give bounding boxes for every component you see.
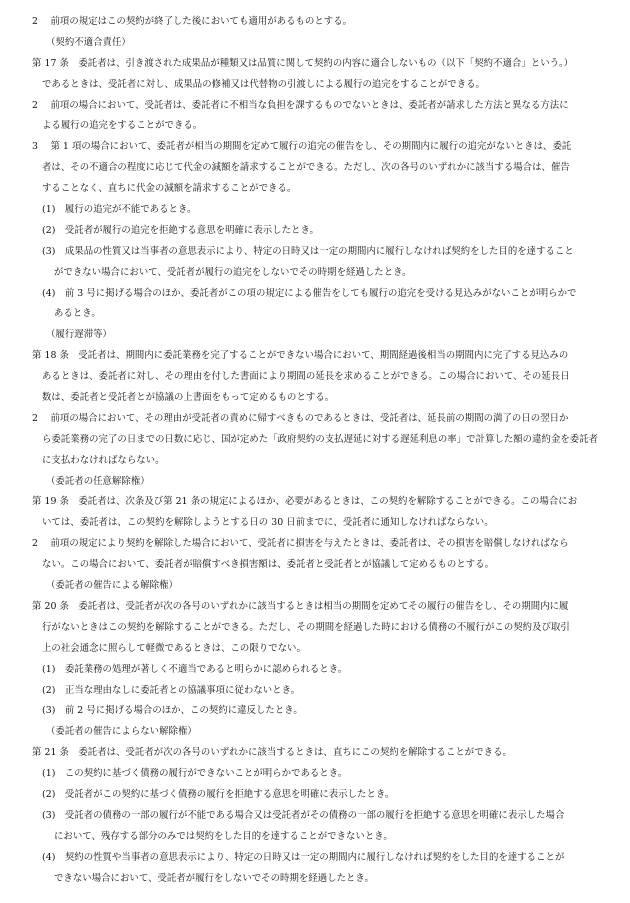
section-caption: （履行遅滞等） <box>46 329 112 341</box>
list-item-line: (2) 正当な理由なしに委託者との協議事項に従わないとき。 <box>42 684 301 696</box>
paragraph-continuation-line: に支払わなければならない。 <box>42 454 165 466</box>
list-item-line: (1) この契約に基づく債務の履行ができないことが明らかであるとき。 <box>42 768 348 780</box>
list-item-continuation-line: できない場合において、受託者が履行をしないでその時期を経過したとき。 <box>54 872 374 884</box>
paragraph-continuation-line: よる履行の追完をすることができる。 <box>42 120 203 132</box>
list-item-continuation-line: ができない場合において、受託者が履行の追完をしないでその時期を経過したとき。 <box>54 266 412 278</box>
paragraph-continuation-line: 行がないときはこの契約を解除することができる。ただし、その期間を経過した時における債務の不履行がこの契約及び取引 <box>42 621 570 633</box>
list-item-continuation-line: において、残存する部分のみでは契約をした目的を達することができないとき。 <box>54 830 393 842</box>
paragraph-line: 第 17 条 委託者は、引き渡された成果品が種類又は品質に関して契約の内容に適合しないもの（以下「契約不適合」という。） <box>32 57 574 69</box>
paragraph-line: 第 18 条 受託者は、期間内に委託業務を完了することができない場合において、期間経過後相当の期間内に完了する見込みの <box>32 350 569 362</box>
list-item-line: (4) 前 3 号に掲げる場合のほか、委託者がこの項の規定による催告をしても履行の追完を受ける見込みがないことが明らかで <box>42 287 577 299</box>
section-caption: （委託者の催告による解除権） <box>46 580 178 592</box>
section-caption: （委託者の任意解除権） <box>46 475 150 487</box>
paragraph-line: 2 前項の場合において、その理由が受託者の責めに帰すべきものであるときは、受託者は、延長前の期間の満了の日の翌日か <box>32 412 569 424</box>
paragraph-line: 3 第 1 項の場合において、委託者が相当の期間を定めて履行の追完の催告をし、その期間内に履行の追完がないときは、委託 <box>32 141 572 153</box>
list-item-continuation-line: あるとき。 <box>54 308 101 320</box>
paragraph-line: 2 前項の規定はこの契約が終了した後においても適用があるものとする。 <box>32 16 353 27</box>
paragraph-continuation-line: ない。この場合において、委託者が賠償すべき損害額は、委託者と受託者とが協議して定めるものとする。 <box>42 559 495 571</box>
paragraph-line: 第 20 条 委託者は、受託者が次の各号のいずれかに該当するときは相当の期間を定めてその履行の催告をし、その期間内に履 <box>32 600 569 612</box>
paragraph-line: 2 前項の規定により契約を解除した場合において、受託者に損害を与えたときは、委託者は、その損害を賠償しなければなら <box>32 538 569 550</box>
paragraph-continuation-line: 上の社会通念に照らして軽微であるときは、この限りでない。 <box>42 642 306 654</box>
paragraph-line: 第 21 条 委託者は、受託者が次の各号のいずれかに該当するときは、直ちにこの契約を解除することができる。 <box>32 747 512 759</box>
list-item-line: (3) 受託者の債務の一部の履行が不能である場合又は受託者がその債務の一部の履行を拒絶する意思を明確に表示した場合 <box>42 809 565 821</box>
list-item-line: (2) 受託者が履行の追完を拒絶する意思を明確に表示したとき。 <box>42 224 319 236</box>
list-item-line: (1) 履行の追完が不能であるとき。 <box>42 204 197 216</box>
paragraph-continuation-line: いては、委託者は、この契約を解除しようとする日の 30 日前までに、受託者に通知しなければならない。 <box>42 517 494 529</box>
paragraph-line: 第 19 条 委託者は、次条及び第 21 条の規定によるほか、必要があるときは、この契約を解除することができる。この場合にお <box>32 496 578 508</box>
paragraph-continuation-line: 数は、委託者と受託者とが協議の上書面をもって定めるものとする。 <box>42 392 335 404</box>
list-item-line: (3) 成果品の性質又は当事者の意思表示により、特定の日時又は一定の期間内に履行しなければ契約をした目的を達すること <box>42 245 574 257</box>
paragraph-continuation-line: であるときは、受託者に対し、成果品の修補又は代替物の引渡しによる履行の追完をすることができる。 <box>42 78 485 90</box>
paragraph-line: 2 前項の場合において、受託者は、委託者に不相当な負担を課するものでないときは、委託者が請求した方法と異なる方法に <box>32 99 569 111</box>
section-caption: （契約不適合責任） <box>46 36 131 48</box>
list-item-line: (4) 契約の性質や当事者の意思表示により、特定の日時又は一定の期間内に履行しなければ契約をした目的を達することが <box>42 851 565 863</box>
document-body <box>32 12 604 889</box>
list-item-line: (2) 受託者がこの契約に基づく債務の履行を拒絶する意思を明確に表示したとき。 <box>42 788 395 800</box>
paragraph-continuation-line: ら委託業務の完了の日までの日数に応じ、国が定めた「政府契約の支払遅延に対する遅延利息の率」で計算した額の違約金を委託者 <box>42 433 599 445</box>
paragraph-continuation-line: 者は、その不適合の程度に応じて代金の減額を請求することができる。ただし、次の各号のいずれかに該当する場合は、催告 <box>42 162 570 174</box>
list-item-line: (1) 委託業務の処理が著しく不適当であると明らかに認められるとき。 <box>42 663 348 675</box>
paragraph-continuation-line: することなく、直ちに代金の減額を請求することができる。 <box>42 183 297 195</box>
paragraph-continuation-line: あるときは、委託者に対し、その理由を付した書面により期間の延長を求めることができる。この場合において、その延長日 <box>42 371 570 383</box>
section-caption: （委託者の催告によらない解除権） <box>46 726 197 738</box>
list-item-line: (3) 前 2 号に掲げる場合のほか、この契約に違反したとき。 <box>42 705 303 717</box>
